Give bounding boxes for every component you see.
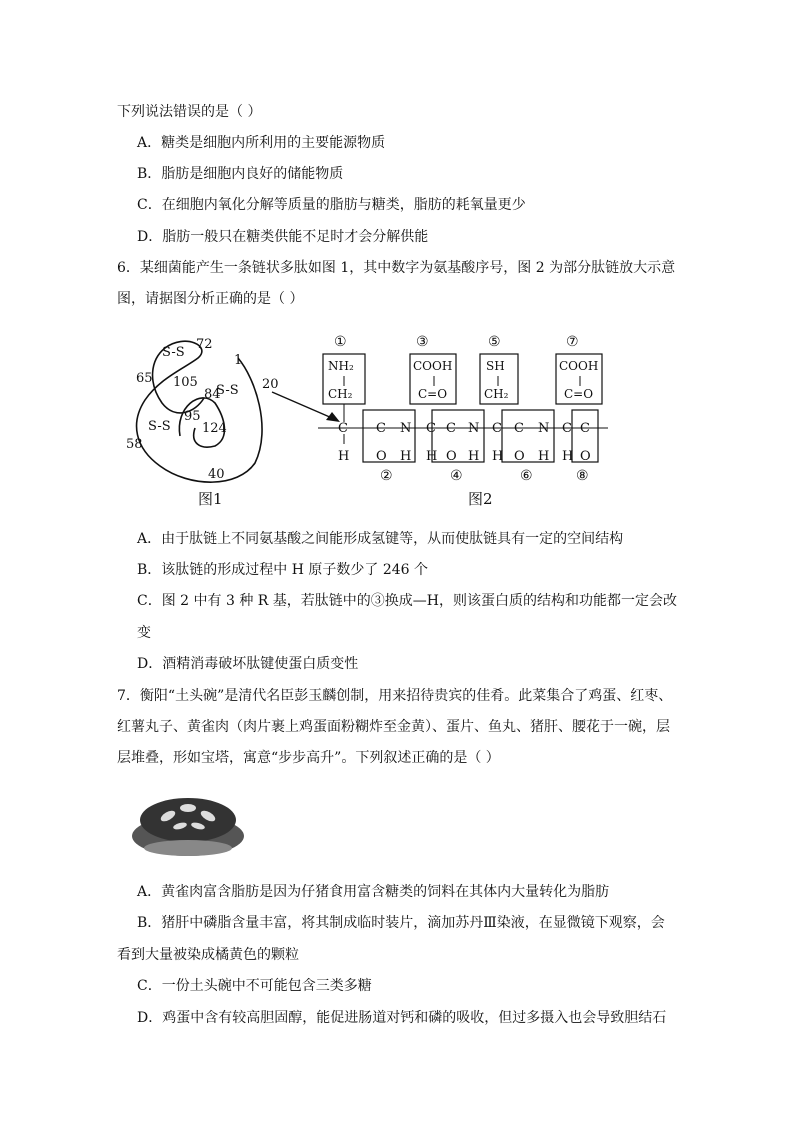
fig1-ss-bond-3: S-S [148, 419, 171, 434]
fig2-num-7: ⑦ [566, 334, 579, 350]
fig1-label-95: 95 [184, 409, 201, 424]
fig1-label-58: 58 [126, 437, 143, 452]
fig1-label-20: 20 [262, 377, 279, 392]
svg-text:H: H [426, 449, 438, 464]
q5-option-a: A．糖类是细胞内所利用的主要能源物质 [137, 135, 386, 151]
svg-text:H: H [400, 449, 412, 464]
q5-option-b: B．脂肪是细胞内良好的储能物质 [137, 166, 344, 182]
fig2-num-3: ③ [416, 334, 429, 350]
fig2-num-2: ② [380, 468, 393, 484]
q7-stem-line2: 红薯丸子、黄雀肉（肉片裹上鸡蛋面粉糊炸至金黄）、蛋片、鱼丸、猪肝、腰花于一碗，层 [117, 719, 670, 735]
q7-option-a: A．黄雀肉富含脂肪是因为仔猪食用富含糖类的饲料在其体内大量转化为脂肪 [137, 884, 610, 900]
q6-option-b: B．该肽链的形成过程中 H 原子数少了 246 个 [137, 562, 429, 578]
q6-option-a: A．由于肽链上不同氨基酸之间能形成氢键等，从而使肽链具有一定的空间结构 [137, 531, 624, 547]
q6-stem-line2: 图，请据图分析正确的是（ ） [117, 291, 304, 307]
fig2-num-4: ④ [450, 468, 463, 484]
svg-text:C: C [514, 421, 524, 436]
fig1-label-1: 1 [234, 353, 243, 368]
fig2-r1-line1: NH₂ [328, 359, 354, 373]
fig2-num-8: ⑧ [576, 468, 589, 484]
q6-option-c: C．图 2 中有 3 种 R 基，若肽链中的③换成—H，则该蛋白质的结构和功能都一定会改 [137, 593, 677, 609]
svg-text:C: C [580, 421, 590, 436]
fig2-r4-line2: C=O [564, 387, 594, 401]
fig2-caption: 图2 [468, 490, 493, 508]
fig2-r4-line1: COOH [559, 359, 599, 373]
fig2-r2-line2: C=O [418, 387, 448, 401]
q5-stem: 下列说法错误的是（ ） [117, 104, 262, 120]
fig1-label-105: 105 [173, 375, 198, 390]
q7-option-d: D．鸡蛋中含有较高胆固醇，能促进肠道对钙和磷的吸收，但过多摄入也会导致胆结石 [137, 1010, 667, 1026]
q6-option-d: D．酒精消毒破坏肽键使蛋白质变性 [137, 656, 359, 672]
fig1-label-40: 40 [208, 467, 225, 482]
q7-option-b-cont: 看到大量被染成橘黄色的颗粒 [117, 947, 299, 963]
q6-option-c-cont: 变 [137, 625, 151, 641]
fig1-label-72: 72 [196, 337, 213, 352]
q7-stem-line3: 层堆叠，形如宝塔，寓意“步步高升”。下列叙述正确的是（ ） [117, 750, 500, 766]
svg-text:H: H [492, 449, 504, 464]
svg-text:C: C [376, 421, 386, 436]
q7-stem-line1: 7．衡阳“土头碗”是清代名臣彭玉麟创制，用来招待贵宾的佳肴。此菜集合了鸡蛋、红枣、 [117, 688, 673, 704]
fig1-label-84: 84 [204, 387, 221, 402]
svg-text:H: H [562, 449, 574, 464]
fig2-r3-line1: SH [486, 359, 505, 373]
svg-text:H: H [468, 449, 480, 464]
svg-text:N: N [538, 421, 550, 436]
dish-photo [128, 790, 246, 860]
svg-text:C: C [562, 421, 572, 436]
svg-text:C: C [492, 421, 502, 436]
svg-text:H: H [338, 449, 350, 464]
fig1-label-124: 124 [202, 421, 227, 436]
svg-text:C: C [446, 421, 456, 436]
fig2-r2-line1: COOH [413, 359, 453, 373]
q5-option-c: C．在细胞内氧化分解等质量的脂肪与糖类，脂肪的耗氧量更少 [137, 197, 526, 213]
fig1-caption: 图1 [198, 490, 223, 508]
fig1-ss-bond-1: S-S [162, 345, 185, 360]
svg-text:O: O [446, 449, 457, 464]
svg-text:O: O [376, 449, 387, 464]
fig2-num-5: ⑤ [488, 334, 501, 350]
q7-option-c: C．一份土头碗中不可能包含三类多糖 [137, 978, 372, 994]
fig1-ss-bond-2: S-S [216, 383, 239, 398]
fig2-r1-line2: CH₂ [328, 387, 353, 401]
fig1-label-65: 65 [136, 371, 153, 386]
q7-option-b: B．猪肝中磷脂含量丰富，将其制成临时装片，滴加苏丹Ⅲ染液，在显微镜下观察，会 [137, 915, 665, 931]
fig2-num-1: ① [334, 334, 347, 350]
q6-stem-line1: 6．某细菌能产生一条链状多肽如图 1，其中数字为氨基酸序号，图 2 为部分肽链放大示意 [117, 260, 676, 276]
svg-text:O: O [580, 449, 591, 464]
svg-text:C: C [426, 421, 436, 436]
q5-option-d: D．脂肪一般只在糖类供能不足时才会分解供能 [137, 229, 429, 245]
fig2-num-6: ⑥ [520, 468, 533, 484]
figure-1-peptide-chain [120, 328, 279, 488]
svg-text:N: N [468, 421, 480, 436]
svg-text:H: H [538, 449, 550, 464]
svg-text:O: O [514, 449, 525, 464]
svg-text:C: C [338, 421, 348, 436]
fig2-r3-line2: CH₂ [484, 387, 509, 401]
figure-2-peptide-detail [318, 332, 618, 482]
svg-text:N: N [400, 421, 412, 436]
